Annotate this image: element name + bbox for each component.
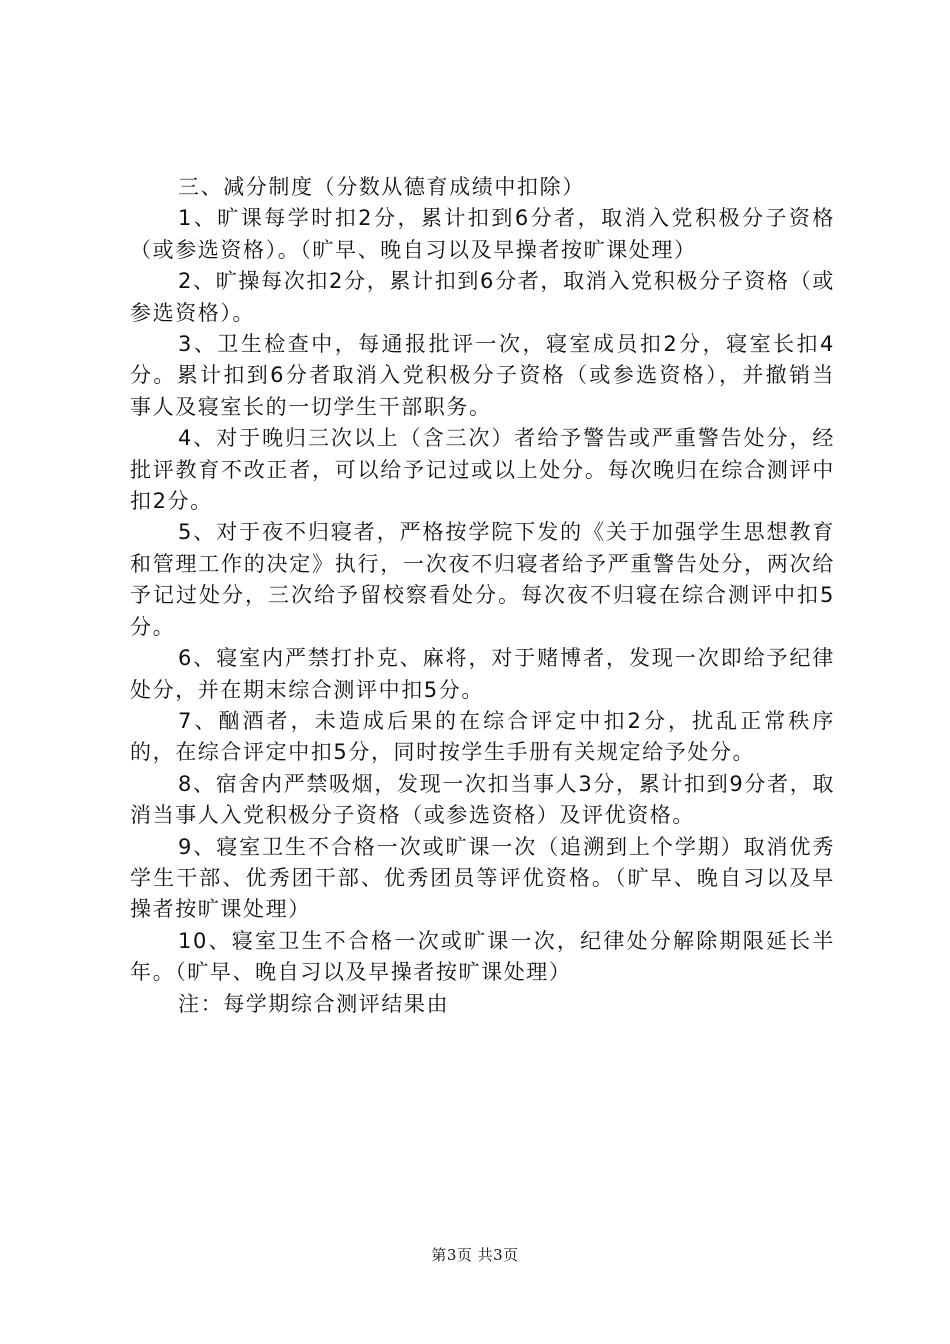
rule-paragraph-4: 4、对于晚归三次以上（含三次）者给予警告或严重警告处分，经批评教育不改正者，可以给予记过或以上处分。每次晚归在综合测评中扣2分。 — [130, 426, 835, 514]
rule-paragraph-8: 8、宿舍内严禁吸烟，发现一次扣当事人3分，累计扣到9分者，取消当事人入党积极分子资格（或参选资格）及评优资格。 — [130, 771, 835, 828]
rule-paragraph-10: 10、寝室卫生不合格一次或旷课一次，纪律处分解除期限延长半年。（旷早、晚自习以及早操者按旷课处理） — [130, 928, 835, 985]
rule-paragraph-3: 3、卫生检查中，每通报批评一次，寝室成员扣2分，寝室长扣4分。累计扣到6分者取消入党积极分子资格（或参选资格），并撤销当事人及寝室长的一切学生干部职务。 — [130, 332, 835, 419]
rule-paragraph-2: 2、旷操每次扣2分，累计扣到6分者，取消入党积极分子资格（或参选资格）。 — [130, 269, 835, 325]
page-number-footer: 第3页 共3页 — [431, 1246, 519, 1264]
note-paragraph: 注：每学期综合测评结果由 — [178, 991, 450, 1016]
rule-paragraph-5: 5、对于夜不归寝者，严格按学院下发的《关于加强学生思想教育和管理工作的决定》执行，一次夜不归寝者给予严重警告处分，两次给予记过处分，三次给予留校察看处分。每次夜不归寝在综合测评中扣5分。 — [130, 520, 835, 639]
document-body — [130, 172, 835, 1020]
rule-paragraph-7: 7、酗酒者，未造成后果的在综合评定中扣2分，扰乱正常秩序的，在综合评定中扣5分，同时按学生手册有关规定给予处分。 — [130, 708, 835, 765]
section-heading: 三、减分制度（分数从德育成绩中扣除） — [178, 175, 585, 199]
rule-paragraph-1: 1、旷课每学时扣2分，累计扣到6分者，取消入党积极分子资格（或参选资格）。（旷早、晚自习以及早操者按旷课处理） — [130, 206, 835, 262]
rule-paragraph-6: 6、寝室内严禁打扑克、麻将，对于赌博者，发现一次即给予纪律处分，并在期末综合测评中扣5分。 — [130, 646, 835, 702]
rule-paragraph-9: 9、寝室卫生不合格一次或旷课一次（追溯到上个学期）取消优秀学生干部、优秀团干部、优秀团员等评优资格。（旷早、晚自习以及早操者按旷课处理） — [130, 834, 835, 922]
